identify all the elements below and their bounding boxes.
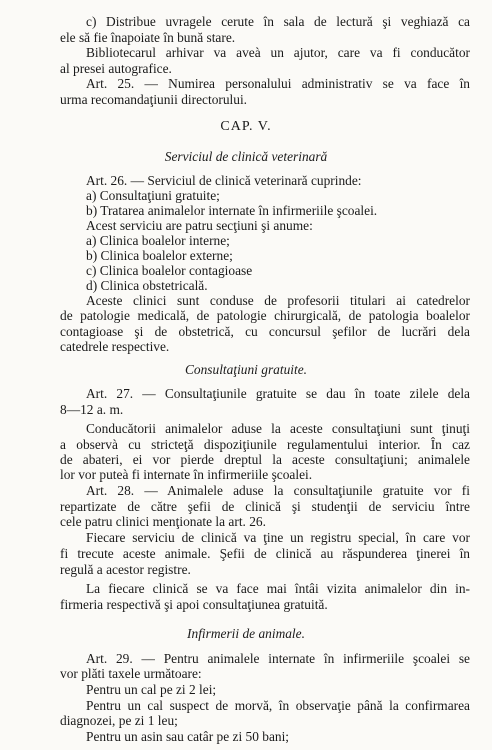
text-line: Pentru un asin sau catâr pe zi 50 bani;	[86, 729, 290, 744]
text-line: fi trecute aceste animale. Şefii de clinică au răspunderea ţinerei în	[60, 546, 470, 561]
list-item: b) Clinica boalelor externe;	[86, 248, 233, 263]
text-line: urma recomandaţiunii directorului.	[60, 92, 248, 107]
text-line: regulă a acestor registre.	[60, 562, 191, 577]
text-line: firmeria respectivă şi apoi consultaţiunea gratuită.	[60, 597, 328, 612]
text-line: catedrele respective.	[60, 339, 170, 354]
text-line: repartizate de către şefii de clinică şi studenţii de serviciu între	[60, 499, 470, 514]
text-line: contagioase şi de obstetrică, cu concursul şefilor de lucrări dela	[60, 324, 470, 339]
text-line: c) Distribue uvragele cerute în sala de lectură şi veghiază ca	[86, 14, 470, 29]
text-line: a observà cu stricteţă dispoziţiunile regulamentului interior. În caz	[60, 437, 470, 452]
text-line: al presei autografice.	[60, 61, 172, 76]
list-item: a) Consultaţiuni gratuite;	[86, 188, 220, 203]
list-item: c) Clinica boalelor contagioase	[86, 263, 253, 278]
text-line: Conducătorii animalelor aduse la aceste consultaţiuni sunt ţinuţi	[86, 421, 470, 436]
text-line: cele patru clinici menţionate la art. 26.	[60, 514, 266, 529]
text-line: Aceste clinici sunt conduse de profesorii titulari ai catedrelor	[86, 293, 470, 308]
text-line: de patologie medicală, de patologie chirurgicală, de patologia boalelor	[60, 308, 470, 323]
section-heading: Serviciul de clinică veterinară	[164, 149, 328, 164]
list-item: d) Clinica obstetricală.	[86, 278, 208, 293]
list-item: b) Tratarea animalelor internate în infirmeriile şcoalei.	[86, 203, 378, 218]
article-line: Art. 28. — Animalele aduse la consultaţiunile gratuite vor fi	[86, 483, 470, 498]
text-line: ele să fie înapoiate în bună stare.	[60, 30, 236, 45]
text-line: Pentru un cal pe zi 2 lei;	[86, 682, 217, 697]
text-line: lor vor puteà fi internate în infirmeriile şcoalei.	[60, 467, 313, 482]
text-line: Fiecare serviciu de clinică va ţine un registru special, în care vor	[86, 530, 470, 545]
article-line: Art. 29. — Pentru animalele internate în infirmeriile şcoalei se	[86, 651, 470, 666]
text-line: vor plăti taxele următoare:	[60, 666, 202, 681]
text-line: diagnozei, pe zi 1 leu;	[60, 713, 178, 728]
text-line: Pentru un cal suspect de morvă, în observaţie până la confirmarea	[86, 698, 470, 713]
text-line: La fiecare clinică se va face mai întâi vizita animalelor din in-	[86, 581, 470, 596]
text-line: Acest serviciu are patru secţiuni şi anume:	[86, 218, 313, 233]
section-heading: Consultaţiuni gratuite.	[184, 362, 307, 377]
text-line: de abateri, ei vor pierde dreptul la aceste consultaţiuni; animalele	[60, 452, 470, 467]
text-line: Bibliotecarul arhivar va aveà un ajutor, care va fi conducător	[86, 45, 470, 60]
chapter-heading: CAP. V.	[220, 119, 272, 134]
text-line: Art. 25. — Numirea personalului administrativ se va face în	[86, 76, 470, 91]
list-item: a) Clinica boalelor interne;	[86, 233, 230, 248]
section-heading: Infirmerii de animale.	[187, 626, 305, 641]
text-line: 8—12 a. m.	[60, 402, 124, 417]
article-line: Art. 26. — Serviciul de clinică veterinară cuprinde:	[86, 173, 362, 188]
article-line: Art. 27. — Consultaţiunile gratuite se dau în toate zilele dela	[86, 386, 470, 401]
